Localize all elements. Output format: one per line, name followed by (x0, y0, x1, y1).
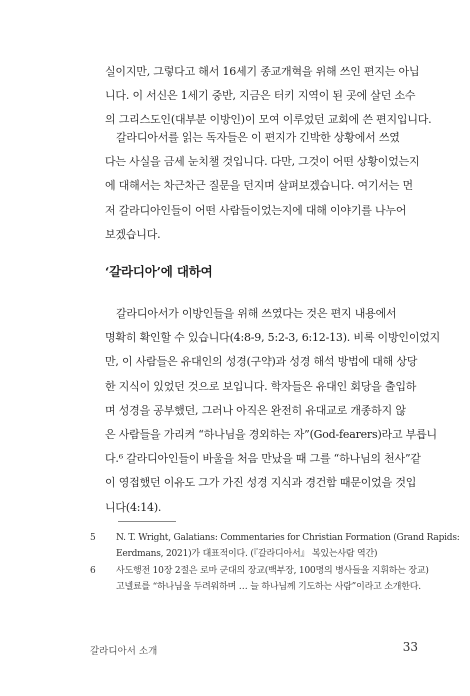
running-footer-title: 갈라디아서 소개 (90, 646, 158, 657)
text-line: 니다(4:14). (105, 500, 162, 514)
text-line: 에 대해서는 차근차근 질문을 던지며 살펴보겠습니다. 여기서는 먼 (105, 179, 413, 193)
text-line: 이 영접했던 이유도 그가 가진 성경 지식과 경건함 때문이었을 것입 (105, 476, 417, 490)
paragraph-1 (105, 60, 432, 133)
text-line: 의 그리스도인(대부분 이방인)이 모여 이루었던 교회에 쓴 편지입니다. (105, 113, 432, 127)
text-line: 명확히 확인할 수 있습니다(4:8-9, 5:2-3, 6:12-13). 비록 이방인이었지 (105, 331, 441, 345)
text-line: 갈라디아서를 읽는 독자들은 이 편지가 긴박한 상황에서 쓰였 (116, 131, 400, 144)
footnote-line: Eerdmans, 2021)가 대표적이다. (『갈라디아서』 복있는사람 역간) (116, 549, 378, 559)
text-line: 실이지만, 그렇다고 해서 16세기 종교개혁을 위해 쓰인 편지는 아닙 (105, 65, 420, 78)
footnote-6 (90, 563, 430, 595)
footnote-number: 6 (90, 566, 96, 576)
page-number: 33 (402, 640, 418, 654)
text-line: 갈라디아서가 이방인들을 위해 쓰였다는 것은 편지 내용에서 (116, 307, 397, 320)
paragraph-2 (105, 126, 423, 247)
footnote-line: N. T. Wright, Galatians: Commentaries for Christian Formation (Grand Rapids: (116, 533, 460, 543)
text-line: 만, 이 사람들은 유대인의 성경(구약)과 성경 해석 방법에 대해 상당 (105, 355, 418, 369)
text-line: 보겠습니다. (105, 227, 161, 241)
text-line: 니다. 이 서신은 1세기 중반, 지금은 터키 지역이 된 곳에 살던 소수 (105, 89, 416, 103)
text-line: 며 성경을 공부했던, 그러나 아직은 완전히 유대교로 개종하지 않 (105, 403, 406, 417)
footnote-line: 사도행전 10장 2절은 로마 군대의 장교(백부장, 100명의 병사들을 지휘하는 장교) (116, 566, 429, 576)
text-line: 은 사람들을 가리켜 “하나님을 경외하는 자”(God-fearers)라고 부릅니 (105, 428, 437, 442)
footnote-5 (90, 530, 460, 562)
footnote-divider (118, 521, 176, 522)
section-heading: ‘갈라디아’에 대하여 (105, 264, 213, 279)
text-line: 다는 사실을 금세 눈치챌 것입니다. 다만, 그것이 어떤 상황이었는지 (105, 155, 420, 169)
paragraph-3 (105, 302, 441, 520)
text-line: 한 지식이 있었던 것으로 보입니다. 학자들은 유대인 회당을 출입하 (105, 379, 417, 393)
text-line: 저 갈라디아인들이 어떤 사람들이었는지에 대해 이야기를 나누어 (105, 203, 407, 217)
text-line: 다.⁶ 갈라디아인들이 바울을 처음 만났을 때 그를 “하나님의 천사”같 (105, 452, 421, 466)
footnote-line: 고넬료를 “하나님을 두려워하며 … 늘 하나님께 기도하는 사람”이라고 소개한다. (116, 582, 421, 592)
footnote-number: 5 (90, 533, 96, 543)
